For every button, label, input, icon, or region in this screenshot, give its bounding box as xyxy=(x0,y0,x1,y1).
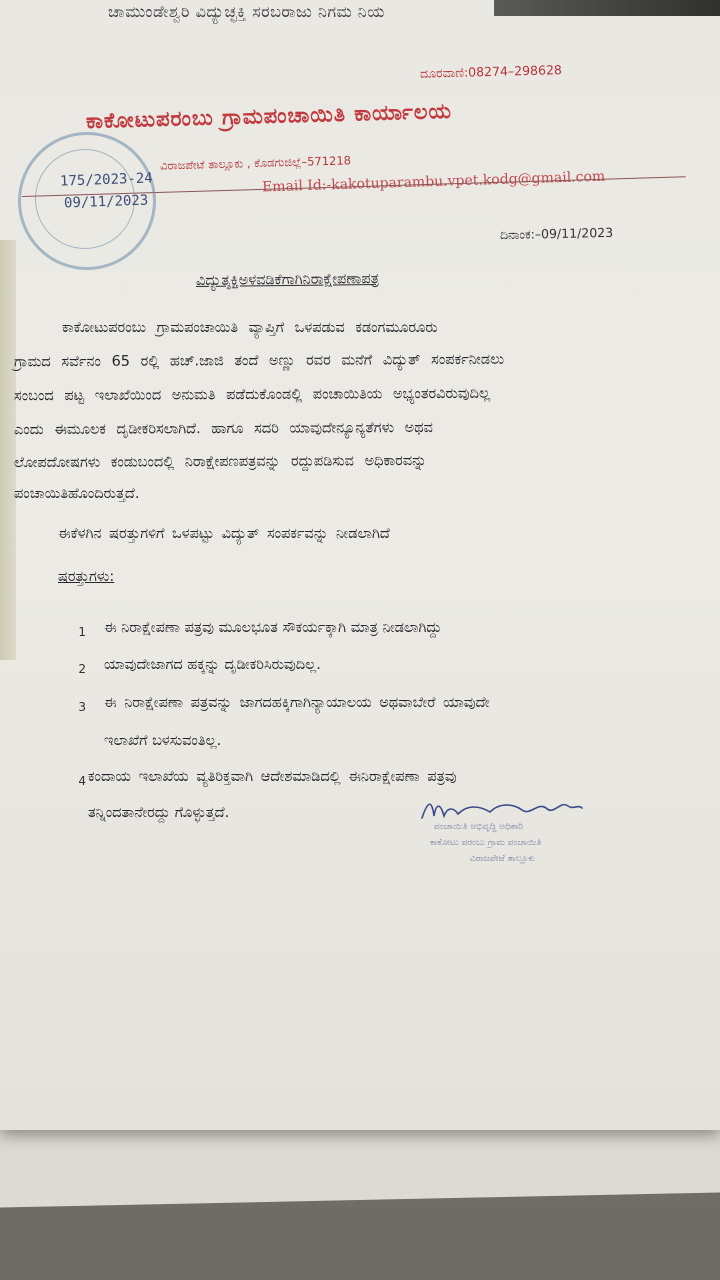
condition-text: ಯಾವುದೇಜಾಗದ ಹಕ್ಕನ್ನು ದೃಡೀಕರಿಸಿರುವುದಿಲ್ಲ. xyxy=(104,657,321,673)
condition-text: ಈ ನಿರಾಕ್ಷೇಪಣಾ ಪತ್ರವು ಮೂಲಭೂತ ಸೌಕರ್ಯಕ್ಕಾಗಿ ಮಾತ್ರ ನೀಡಲಾಗಿದ್ದು xyxy=(104,620,442,636)
condition-number: 1 xyxy=(78,625,86,639)
condition-text: ಇಲಾಖೆಗೆ ಬಳಸುವಂತಿಲ್ಲ. xyxy=(104,733,222,749)
body-line: ಕಾಕೋಟುಪರಂಬು ಗ್ರಾಮಪಂಚಾಯಿತಿ ವ್ಯಾಪ್ತಿಗೆ ಒಳಪಡುವ ಕಡಂಗಮೂರೂರು xyxy=(62,320,438,336)
reference-number: 175/2023-24 xyxy=(59,170,153,190)
office-title: ಕಾಕೋಟುಪರಂಬು ಗ್ರಾಮಪಂಚಾಯಿತಿ ಕಾರ್ಯಾಲಯ xyxy=(85,98,453,134)
signature-caption: ಕಾಕೋಟು ಪರಂಬು ಗ್ರಾಮ ಪಂಚಾಯಿತಿ xyxy=(430,838,542,848)
office-email: Email Id:-kakotuparambu.vpet.kodg@gmail.com xyxy=(261,168,606,196)
condition-text: ಕಂದಾಯ ಇಲಾಖೆಯ ವ್ಯತಿರಿಕ್ತವಾಗಿ ಆದೇಶಮಾಡಿದಲ್ಲಿ ಈನಿರಾಕ್ಷೇಪಣಾ ಪತ್ರವು xyxy=(88,769,457,785)
condition-number: 4 xyxy=(78,774,86,788)
reference-date: 09/11/2023 xyxy=(63,192,149,212)
subject-line: ವಿದ್ಯುತ್ಶಕ್ತಿಅಳವಡಿಕೆಗಾಗಿನಿರಾಕ್ಷೇಪಣಾಪತ್ರ xyxy=(195,271,380,289)
handwritten-signature xyxy=(418,796,586,824)
condition-text: ಈ ನಿರಾಕ್ಷೇಪಣಾ ಪತ್ರವನ್ನು ಜಾಗದಹಕ್ಕಿಗಾಗಿನ್ಯಾಯಾಲಯ ಅಥವಾಬೇರೆ ಯಾವುದೇ xyxy=(104,695,490,711)
signature-caption: ಪಂಚಾಯಿತಿ ಅಭಿವೃದ್ಧಿ ಅಧಿಕಾರಿ xyxy=(434,822,523,832)
letter-date: ದಿನಾಂಕ:–09/11/2023 xyxy=(499,224,614,243)
phone-number: ದೂರವಾಣಿ:08274–298628 xyxy=(419,62,563,81)
office-address: ವಿರಾಜಪೇಟೆ ತಾಲ್ಲೂಕು , ಕೊಡಗುಜಿಲ್ಲೆ–571218 xyxy=(159,153,352,173)
condition-number: 2 xyxy=(78,662,86,676)
condition-text: ತನ್ನಿಂದತಾನೇರದ್ದು ಗೊಳ್ಳುತ್ತದೆ. xyxy=(88,805,230,821)
body-line: ಗ್ರಾಮದ ಸರ್ವೆನಂ 65 ರಲ್ಲಿ ಹಚ್.ಜಾಜಿ ತಂದೆ ಅಣ್ಣು ರವರ ಮನೆಗೆ ವಿದ್ಯುತ್ ಸಂಪರ್ಕನೀಡಲು xyxy=(13,351,505,371)
conditions-heading: ಷರತ್ತುಗಳು: xyxy=(58,569,115,585)
binding-strip xyxy=(0,240,16,660)
body-line: ಸಂಬಂದ ಪಟ್ಟ ಇಲಾಖೆಯಿಂದ ಅನುಮತಿ ಪಡೆದುಕೊಂಡಲ್ಲಿ ಪಂಚಾಯಿತಿಯ ಅಭ್ಯಂತರವಿರುವುದಿಲ್ಲ xyxy=(13,385,491,405)
signature-caption: ವಿರಾಜಪೇಟೆ ತಾಲ್ಲೂಕು xyxy=(470,854,536,864)
top-strip-text: ಚಾಮುಂಡೇಶ್ವರಿ ವಿದ್ಯುಚ್ಛಕ್ತಿ ಸರಬರಾಜು ನಿಗಮ ನಿಯ xyxy=(108,2,385,21)
conditions-intro: ಈಕೆಳಗಿನ ಷರತ್ತುಗಳಿಗೆ ಒಳಪಟ್ಟು ವಿದ್ಯುತ್ ಸಂಪರ್ಕವನ್ನು ನೀಡಲಾಗಿದೆ xyxy=(58,526,390,542)
body-line: ಎಂದು ಈಮೂಲಕ ದೃಡೀಕರಿಸಲಾಗಿದೆ. ಹಾಗೂ ಸದರಿ ಯಾವುದೇನ್ಯೂನ್ಯತೆಗಳು ಅಥವ xyxy=(13,419,433,439)
condition-number: 3 xyxy=(78,700,86,714)
body-line: ಲೋಪದೋಷಗಳು ಕಂಡುಬಂದಲ್ಲಿ ನಿರಾಕ್ಷೇಪಣಪತ್ರವನ್ನು ರದ್ದುಪಡಿಸುವ ಅಧಿಕಾರವನ್ನು xyxy=(13,452,427,472)
corner-object xyxy=(494,0,720,16)
body-line: ಪಂಚಾಯಿತಿಹೊಂದಿರುತ್ತದೆ. xyxy=(14,486,140,502)
